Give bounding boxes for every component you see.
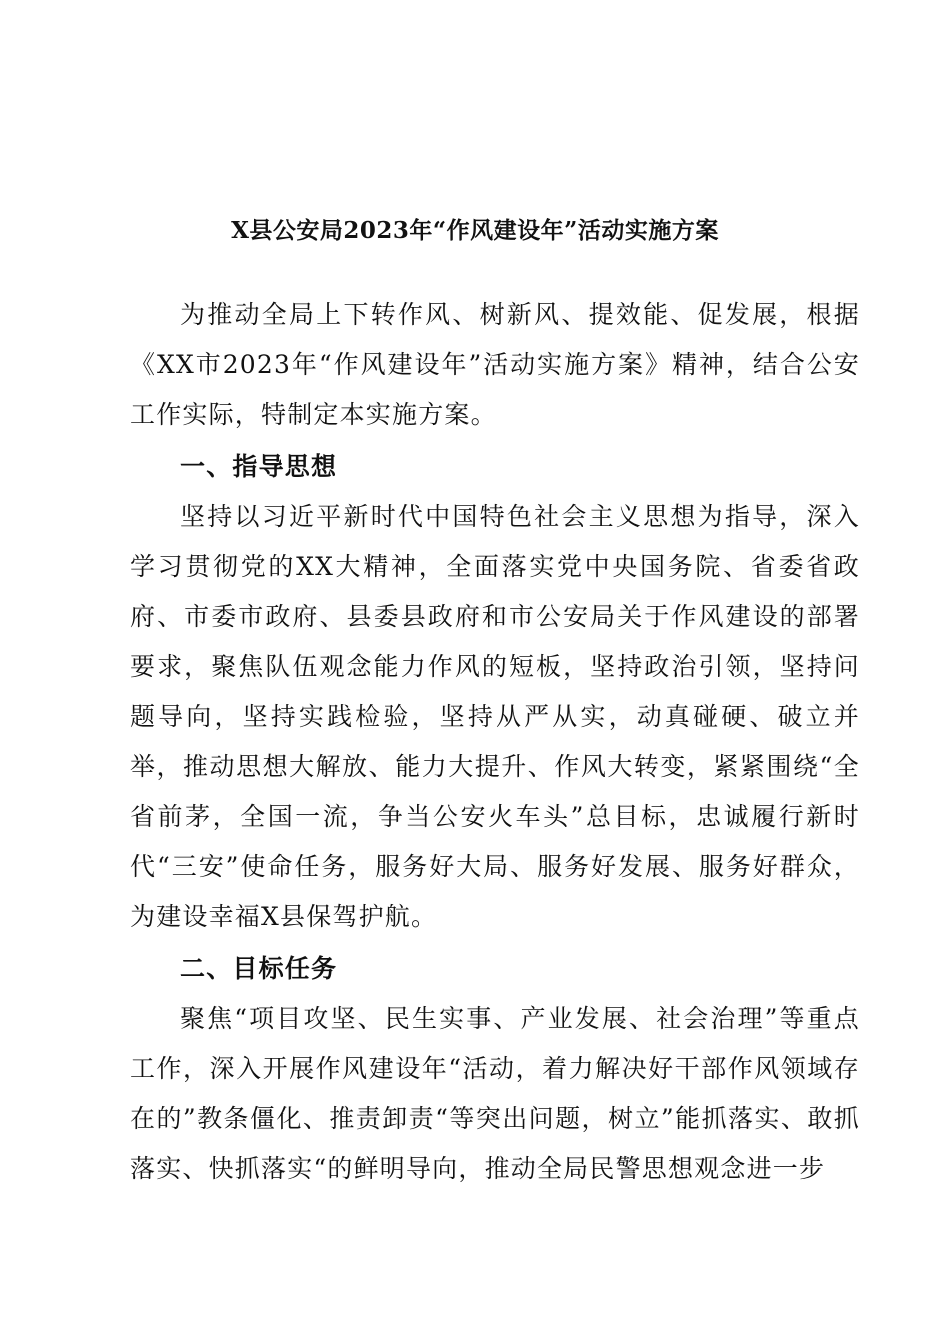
intro-paragraph: 为推动全局上下转作风、树新风、提效能、促发展，根据《XX市2023年“作风建设年”活动实施方案》精神，结合公安工作实际，特制定本实施方案。: [130, 300, 860, 429]
section-body-goals-tasks: 聚焦“项目攻坚、民生实事、产业发展、社会治理”等重点工作，深入开展作风建设年“活动，着力解决好干部作风领域存在的”教条僵化、推责卸责“等突出问题，树立”能抓落实、敢抓落实、快抓落实“的鲜明导向，推动全局民警思想观念进一步: [130, 1004, 860, 1183]
section-body-guiding-ideology: 坚持以习近平新时代中国特色社会主义思想为指导，深入学习贯彻党的XX大精神，全面落实党中央国务院、省委省政府、市委市政府、县委县政府和市公安局关于作风建设的部署要求，聚焦队伍观念能力作风的短板，坚持政治引领，坚持问题导向，坚持实践检验，坚持从严从实，动真碰硬、破立并举，推动思想大解放、能力大提升、作风大转变，紧紧围绕“全省前茅，全国一流，争当公安火车头”总目标，忠诚履行新时代“三安”使命任务，服务好大局、服务好发展、服务好群众，为建设幸福X县保驾护航。: [130, 502, 860, 931]
section-heading-goals-tasks: 二、目标任务: [180, 954, 338, 983]
document-body: [130, 290, 860, 1194]
section-heading-guiding-ideology: 一、指导思想: [180, 452, 338, 481]
document-title: X县公安局2023年“作风建设年”活动实施方案: [231, 217, 719, 244]
